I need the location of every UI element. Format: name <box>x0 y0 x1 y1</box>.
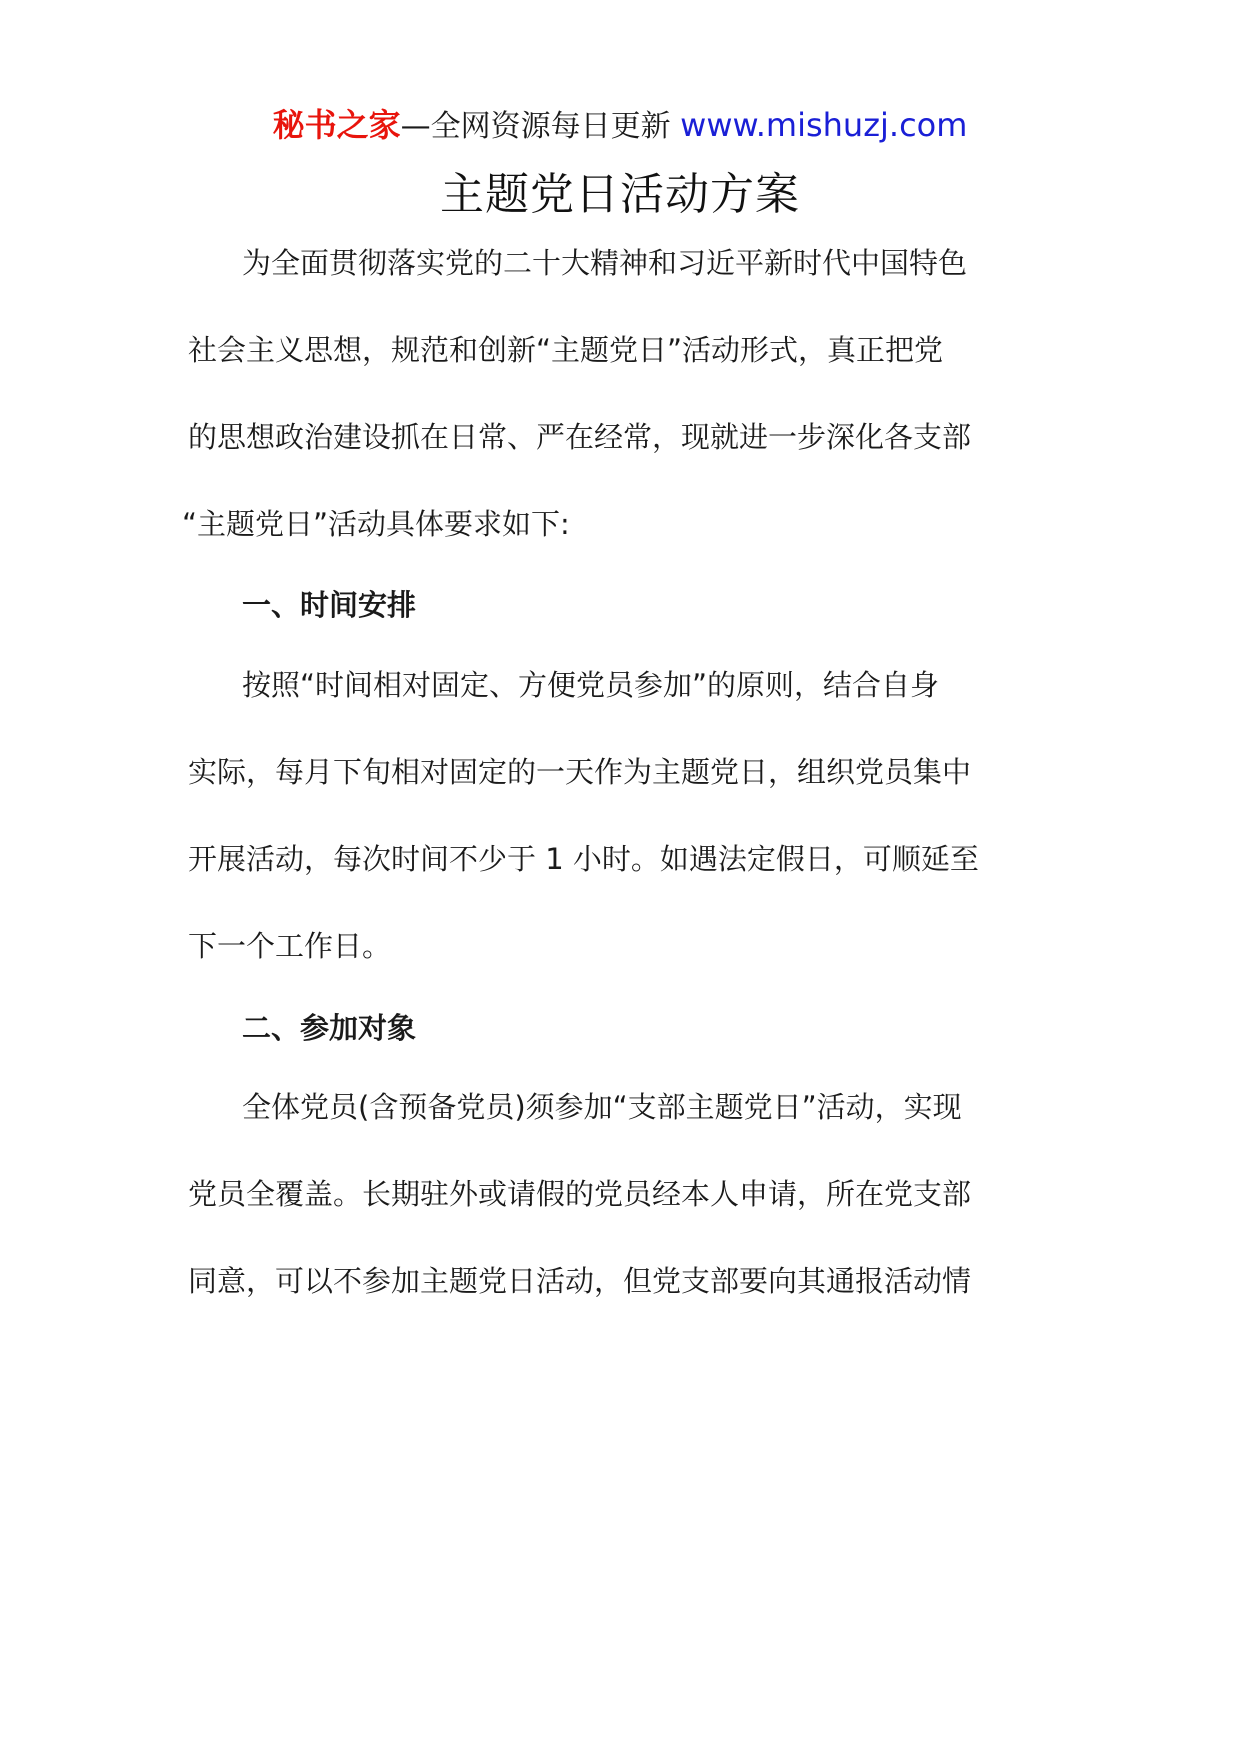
section2-line-3: 同意，可以不参加主题党日活动，但党支部要向其通报活动情 <box>188 1264 972 1298</box>
document-body <box>182 0 1048 1754</box>
section1-line-2: 实际，每月下旬相对固定的一天作为主题党日，组织党员集中 <box>188 755 972 789</box>
intro-line-4: “主题党日”活动具体要求如下: <box>182 507 570 541</box>
section2-line-2: 党员全覆盖。长期驻外或请假的党员经本人申请，所在党支部 <box>188 1177 972 1211</box>
brand-name: 秘书之家 <box>272 106 401 144</box>
document-title: 主题党日活动方案 <box>440 169 800 220</box>
section-heading-time: 一、时间安排 <box>242 588 417 622</box>
intro-line-3: 的思想政治建设抓在日常、严在经常，现就进一步深化各支部 <box>188 420 972 454</box>
section1-line-4: 下一个工作日。 <box>188 929 392 963</box>
section-heading-participants: 二、参加对象 <box>242 1011 417 1045</box>
intro-line-2: 社会主义思想，规范和创新“主题党日”活动形式，真正把党 <box>188 333 944 367</box>
section2-line-1: 全体党员(含预备党员)须参加“支部主题党日”活动，实现 <box>242 1090 962 1124</box>
intro-line-1: 为全面贯彻落实党的二十大精神和习近平新时代中国特色 <box>242 246 968 280</box>
section1-line-3: 开展活动，每次时间不少于 1 小时。如遇法定假日，可顺延至 <box>188 842 979 876</box>
header-tagline: —全网资源每日更新 <box>400 109 671 144</box>
section1-line-1: 按照“时间相对固定、方便党员参加”的原则，结合自身 <box>242 668 940 702</box>
site-url-link[interactable]: www.mishuzj.com <box>680 106 968 144</box>
